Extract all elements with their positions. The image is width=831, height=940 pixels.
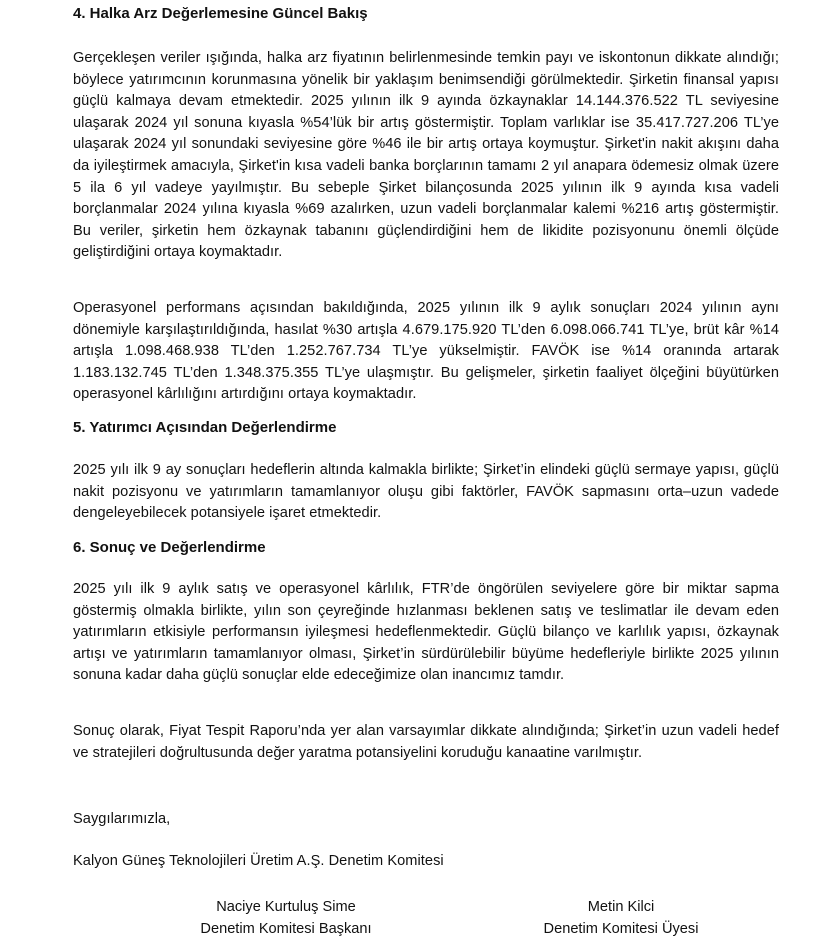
section-4-heading: 4. Halka Arz Değerlemesine Güncel Bakış [73, 5, 368, 22]
signatory-title: Denetim Komitesi Başkanı [200, 920, 372, 937]
section-6-paragraph-2: Sonuç olarak, Fiyat Tespit Raporu’nda yer alan varsayımlar dikkate alındığında; Şirket’in uzun vadeli hedef ve stratejileri doğrultusunda değer yaratma potansiyelini koruduğu kanaatine varılmıştır. [73, 723, 779, 761]
section-5-heading: 5. Yatırımcı Açısından Değerlendirme [73, 419, 337, 436]
signatory-block [156, 897, 416, 940]
closing-greeting: Saygılarımızla, [73, 811, 171, 827]
section-4-paragraph-1: Gerçekleşen veriler ışığında, halka arz fiyatının belirlenmesinde temkin payı ve iskontonun dikkate alındığı; böylece yatırımcının korunmasına yönelik bir yaklaşım benimsendiği görülmektedir. Şirketin finansal yapısı güçlü kalmaya devam etmektedir. 2025 yılının ilk 9 ayında özkaynaklar 14.144.376.522 TL seviyesine ulaşarak 2024 yıl sonuna kıyasla %54’lük bir artış göstermiştir. Toplam varlıklar ise 35.417.727.206 TL’ye ulaşarak 2024 yıl sonundaki seviyesine göre %46 ile bir artış ortaya koymuştur. Şirket'in nakit akışını daha da iyileştirmek amacıyla, Şirket'in kısa vadeli banka borçlarının tamamı 2 yıl anapara ödemesiz olmak üzere 5 ila 6 yıl vadeye yayılmıştır. Bu sebeple Şirket bilançosunda 2025 yılının ilk 9 ayında kısa vadeli borçlanmalar 2024 yılına kıyasla %69 azalırken, uzun vadeli borçlanmalar kalemi %216 artış göstermiştir. Bu veriler, şirketin hem özkaynak tabanını güçlendirdiğini hem de likidite pozisyonunu önemli ölçüde geliştirdiğini ortaya koymaktadır. [73, 50, 779, 261]
closing-company: Kalyon Güneş Teknolojileri Üretim A.Ş. Denetim Komitesi [73, 853, 444, 869]
signatory-title: Denetim Komitesi Üyesi [543, 920, 699, 937]
signatory-name: Naciye Kurtuluş Sime [216, 899, 356, 915]
section-6-paragraph-1: 2025 yılı ilk 9 aylık satış ve operasyonel kârlılık, FTR’de öngörülen seviyelere göre bir miktar sapma göstermiş olmakla birlikte, yılın son çeyreğinde hızlanması beklenen satış ve teslimatlar ile devam eden yatırımların etkisiyle performansın iyileşmesi hedeflenmektedir. Güçlü bilanço ve karlılık yapısı, özkaynak artışı ve yatırımların tamamlanıyor olması, Şirket’in sürdürülebilir büyüme hedefleriyle birlikte 2025 yılının sonuna kadar daha güçlü sonuçlar elde edeceğimize olan inancımız tamdır. [73, 581, 779, 684]
signatory-block [491, 897, 751, 940]
section-5-paragraph-1: 2025 yılı ilk 9 ay sonuçları hedeflerin altında kalmakla birlikte; Şirket’in elindeki güçlü sermaye yapısı, güçlü nakit pozisyonu ve yatırımların tamamlanıyor oluşu gibi faktörler, FAVÖK sapmasını orta–uzun vadede dengeleyebilecek potansiyele işaret etmektedir. [73, 462, 779, 522]
section-4-paragraph-2: Operasyonel performans açısından bakıldığında, 2025 yılının ilk 9 aylık sonuçları 2024 yılının aynı dönemiyle karşılaştırıldığında, hasılat %30 artışla 4.679.175.920 TL’den 6.098.066.741 TL’ye, brüt kâr %14 artışla 1.098.468.938 TL’den 1.252.767.734 TL’ye yükselmiştir. FAVÖK ise %14 oranında artarak 1.183.132.745 TL’den 1.348.375.355 TL’ye ulaşmıştır. Bu gelişmeler, şirketin faaliyet ölçeğini büyütürken operasyonel kârlılığını artırdığını ortaya koymaktadır. [73, 300, 779, 403]
section-6-heading: 6. Sonuç ve Değerlendirme [73, 539, 266, 556]
signatory-name: Metin Kilci [587, 899, 655, 915]
